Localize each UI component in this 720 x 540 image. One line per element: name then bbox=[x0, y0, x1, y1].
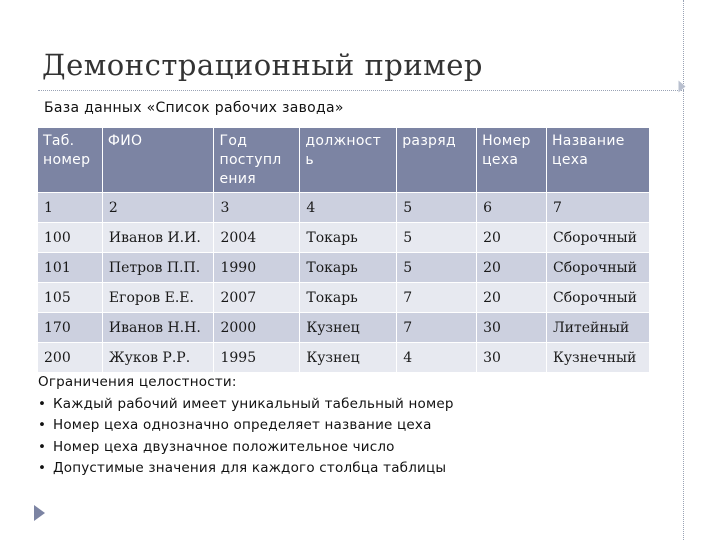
table-cell: 5 bbox=[397, 253, 477, 283]
table-cell: 20 bbox=[477, 283, 547, 313]
table-cell: Токарь bbox=[300, 283, 397, 313]
table-row bbox=[38, 253, 650, 283]
corner-triangle-icon bbox=[679, 81, 686, 93]
table-cell: 7 bbox=[397, 313, 477, 343]
table-row bbox=[38, 223, 650, 253]
list-item: • Допустимые значения для каждого столбца таблицы bbox=[38, 458, 454, 480]
list-item: • Номер цеха однозначно определяет название цеха bbox=[38, 415, 454, 437]
table-cell: 1995 bbox=[214, 343, 300, 373]
table-cell: Егоров Е.Е. bbox=[102, 283, 214, 313]
header-tab-number: Таб. номер bbox=[38, 128, 103, 193]
table-cell: Сборочный bbox=[546, 223, 649, 253]
list-item: • Каждый рабочий имеет уникальный табельный номер bbox=[38, 394, 454, 416]
table-cell: 2000 bbox=[214, 313, 300, 343]
table-cell: 200 bbox=[38, 343, 103, 373]
table-cell: 30 bbox=[477, 313, 547, 343]
table-cell: Иванов И.И. bbox=[102, 223, 214, 253]
slide-title: Демонстрационный пример bbox=[42, 48, 483, 82]
table-header-row bbox=[38, 128, 650, 193]
table-cell: 6 bbox=[477, 193, 547, 223]
table-cell: 1990 bbox=[214, 253, 300, 283]
header-shop-name: Название цеха bbox=[546, 128, 649, 193]
table-cell: Сборочный bbox=[546, 253, 649, 283]
table-cell: 2007 bbox=[214, 283, 300, 313]
table-cell: 5 bbox=[397, 193, 477, 223]
table-cell: 20 bbox=[477, 223, 547, 253]
table-cell: 105 bbox=[38, 283, 103, 313]
table-cell: 170 bbox=[38, 313, 103, 343]
table-row bbox=[38, 193, 650, 223]
table-row bbox=[38, 343, 650, 373]
header-shop-number: Номер цеха bbox=[477, 128, 547, 193]
table-cell: 2 bbox=[102, 193, 214, 223]
table-cell: Кузнец bbox=[300, 343, 397, 373]
table-cell: Токарь bbox=[300, 253, 397, 283]
table-cell: 20 bbox=[477, 253, 547, 283]
list-item: • Номер цеха двузначное положительное число bbox=[38, 437, 454, 459]
title-divider bbox=[38, 90, 684, 91]
header-hire-year: Год поступл ения bbox=[214, 128, 300, 193]
table-cell: 3 bbox=[214, 193, 300, 223]
table-cell: Жуков Р.Р. bbox=[102, 343, 214, 373]
table-cell: Кузнечный bbox=[546, 343, 649, 373]
next-slide-arrow-icon[interactable] bbox=[34, 505, 45, 521]
table-row bbox=[38, 313, 650, 343]
table-cell: 7 bbox=[397, 283, 477, 313]
table-cell: 1 bbox=[38, 193, 103, 223]
table-cell: 4 bbox=[397, 343, 477, 373]
table-row bbox=[38, 283, 650, 313]
header-position: должност ь bbox=[300, 128, 397, 193]
table-cell: 5 bbox=[397, 223, 477, 253]
table-cell: 2004 bbox=[214, 223, 300, 253]
table-cell: Иванов Н.Н. bbox=[102, 313, 214, 343]
integrity-constraints bbox=[38, 372, 454, 480]
workers-table bbox=[37, 127, 650, 373]
table-cell: Токарь bbox=[300, 223, 397, 253]
header-full-name: ФИО bbox=[102, 128, 214, 193]
table-cell: Кузнец bbox=[300, 313, 397, 343]
table-cell: 30 bbox=[477, 343, 547, 373]
table-cell: Сборочный bbox=[546, 283, 649, 313]
table-cell: 101 bbox=[38, 253, 103, 283]
table-cell: 7 bbox=[546, 193, 649, 223]
table-cell: Петров П.П. bbox=[102, 253, 214, 283]
table-cell: 100 bbox=[38, 223, 103, 253]
table-cell: 4 bbox=[300, 193, 397, 223]
header-grade: разряд bbox=[397, 128, 477, 193]
slide-subtitle: База данных «Список рабочих завода» bbox=[44, 100, 344, 116]
constraints-heading: Ограничения целостности: bbox=[38, 374, 237, 390]
constraints-list bbox=[38, 394, 454, 480]
table-cell: Литейный bbox=[546, 313, 649, 343]
